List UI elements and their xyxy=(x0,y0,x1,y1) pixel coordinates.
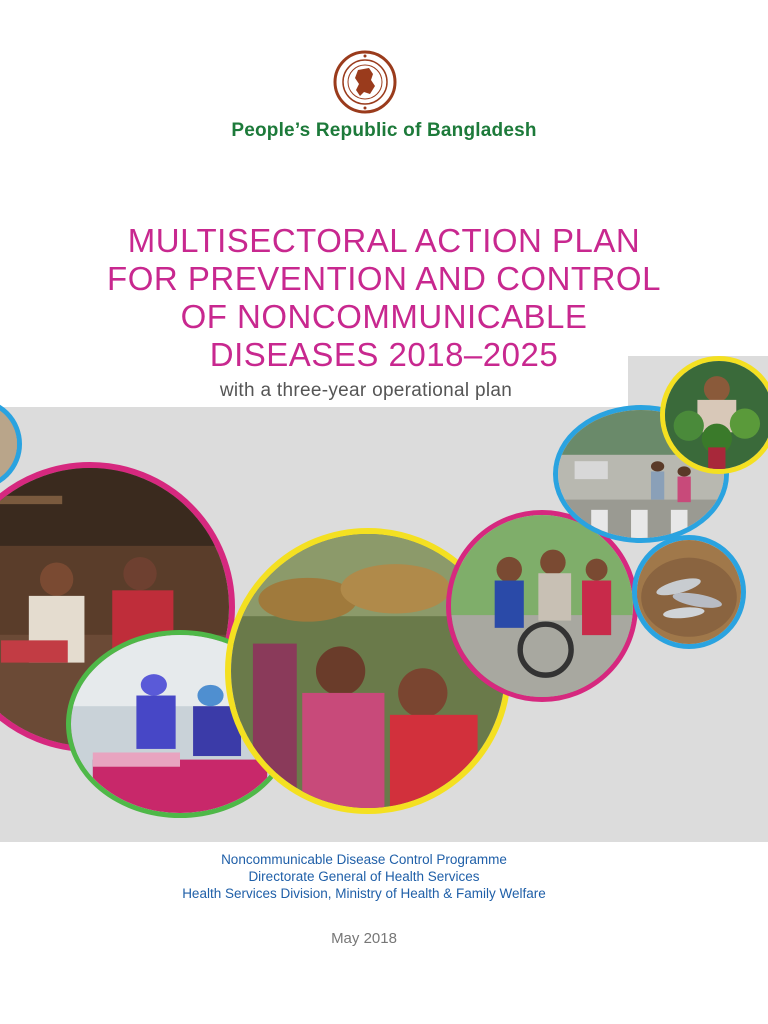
document-subtitle: with a three-year operational plan xyxy=(219,380,513,401)
publication-date: May 2018 xyxy=(331,930,397,947)
country-name: People’s Republic of Bangladesh xyxy=(231,120,537,141)
title-line: FOR PREVENTION AND CONTROL xyxy=(107,260,661,297)
photo-fish-basket xyxy=(632,535,746,649)
title-line: DISEASES 2018–2025 xyxy=(209,336,559,373)
title-line: MULTISECTORAL ACTION PLAN xyxy=(127,222,641,259)
photo-vegetable-vendor xyxy=(660,356,768,474)
org-line: Health Services Division, Ministry of Health & Family Welfare xyxy=(182,886,546,901)
document-title xyxy=(0,222,768,374)
photo-wheelchair-assistance xyxy=(446,510,638,702)
title-line: OF NONCOMMUNICABLE xyxy=(180,298,588,335)
org-line: Directorate General of Health Services xyxy=(248,869,480,884)
org-line: Noncommunicable Disease Control Programme xyxy=(221,852,507,867)
government-seal-icon xyxy=(333,50,397,114)
organization-block xyxy=(0,851,728,902)
